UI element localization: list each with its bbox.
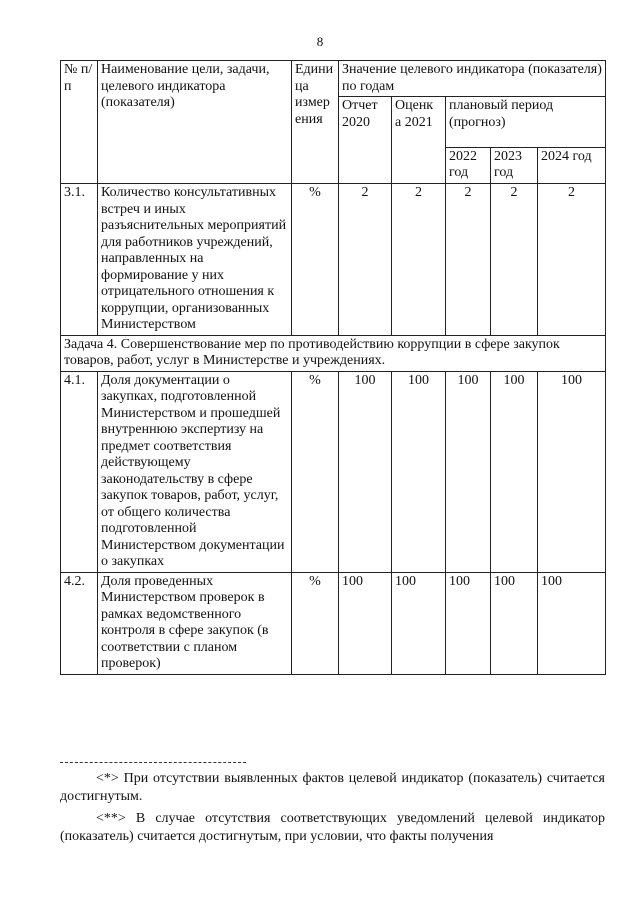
header-year-2024: 2024 год: [538, 147, 606, 183]
row-name: Доля документации о закупках, подготовленной Министерством и прошедшей внутреннюю экспертизу на предмет соответствия действующему законодательству в сфере закупок товаров, работ, услуг, от общего количества подготовленной Министерством документации о закупках: [98, 371, 292, 572]
row-value-2022: 100: [446, 371, 491, 572]
header-planned-period: плановый период (прогноз): [446, 97, 606, 148]
row-num: 4.1.: [61, 371, 98, 572]
task-4-title: Задача 4. Совершенствование мер по противодействию коррупции в сфере закупок товаров, работ, услуг в Министерстве и учреждениях.: [61, 335, 606, 371]
table-row-4-2: [61, 572, 606, 674]
row-unit: %: [292, 184, 339, 336]
header-year-2022: 2022 год: [446, 147, 491, 183]
row-value-2020: 100: [339, 371, 392, 572]
row-name: Количество консультативных встреч и иных разъяснительных мероприятий для работников учреждений, направленных на формирование у них отрицательного отношения к коррупции, организованных Министерством: [98, 184, 292, 336]
table-row-3-1: [61, 184, 606, 336]
row-value-2024: 100: [538, 371, 606, 572]
row-value-2023: 100: [491, 572, 538, 674]
row-value-2021: 100: [392, 572, 446, 674]
header-values-group: Значение целевого индикатора (показателя) по годам: [339, 61, 606, 97]
row-num: 4.2.: [61, 572, 98, 674]
footnote-divider: [60, 762, 246, 763]
row-value-2022: 100: [446, 572, 491, 674]
row-value-2022: 2: [446, 184, 491, 336]
footnote-2: <**> В случае отсутствия соответствующих уведомлений целевой индикатор (показатель) считается достигнутым, при условии, что факты получения: [60, 811, 605, 845]
header-report-2020: Отчет 2020: [339, 97, 392, 184]
task-row-4: [61, 335, 606, 371]
header-num: № п/п: [61, 61, 98, 184]
row-unit: %: [292, 371, 339, 572]
footnote-1: <*> При отсутствии выявленных фактов целевой индикатор (показатель) считается достигнутым.: [60, 771, 605, 805]
header-unit: Едини ца измер ения: [292, 61, 339, 184]
header-year-2023: 2023 год: [491, 147, 538, 183]
row-value-2020: 100: [339, 572, 392, 674]
indicators-table: [60, 60, 606, 675]
row-value-2023: 2: [491, 184, 538, 336]
row-num: 3.1.: [61, 184, 98, 336]
row-value-2021: 100: [392, 371, 446, 572]
row-value-2023: 100: [491, 371, 538, 572]
row-value-2021: 2: [392, 184, 446, 336]
header-row-1: [61, 61, 606, 97]
header-name: Наименование цели, задачи, целевого индикатора (показателя): [98, 61, 292, 184]
header-estimate-2021: Оценк а 2021: [392, 97, 446, 184]
table-row-4-1: [61, 371, 606, 572]
row-value-2024: 2: [538, 184, 606, 336]
row-name: Доля проведенных Министерством проверок в рамках ведомственного контроля в сфере закупок (в соответствии с планом проверок): [98, 572, 292, 674]
page-number: 8: [316, 34, 324, 49]
row-value-2020: 2: [339, 184, 392, 336]
row-unit: %: [292, 572, 339, 674]
row-value-2024: 100: [538, 572, 606, 674]
